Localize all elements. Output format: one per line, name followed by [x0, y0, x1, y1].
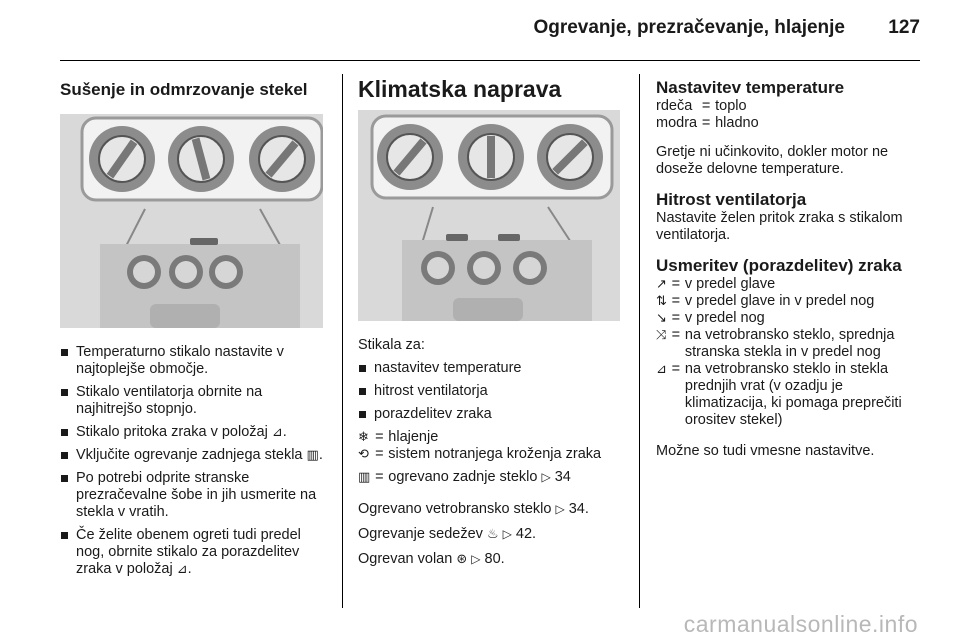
windscreen-footwell-air-icon: ⤨: [656, 328, 667, 343]
fan-speed-text: Nastavite želen pritok zraka s stikalom ventilatorja.: [656, 210, 903, 243]
list-item: porazdelitev zraka: [358, 406, 620, 423]
symbol-definitions: ❄ = hlajenje ⟲ = sistem notranjega kroženja zraka ▥ = ogrevano zadnje steklo ▷ 34: [358, 429, 620, 486]
cooling-text: hlajenje: [388, 429, 439, 445]
steering-wheel-icon: ⊛: [456, 552, 468, 567]
head-footwell-air-icon: ⇅: [656, 294, 667, 309]
column-3: [656, 74, 926, 460]
seat-heating-ref: Ogrevanje sedežev ♨ ▷ 42.: [358, 526, 537, 542]
list-item: Če želite obenem ogreti tudi predel nog, obrnite stikalo za porazdelitev zraka v položaj ⊿.: [60, 527, 326, 578]
watermark: carmanualsonline.info: [683, 611, 918, 637]
red-term: rdeča: [656, 98, 693, 114]
list-item: Stikalo pritoka zraka v položaj ⊿.: [60, 424, 326, 441]
windscreen-footwell-air-icon: ⊿: [176, 562, 188, 577]
page-header-title: Ogrevanje, prezračevanje, hlajenje: [533, 17, 845, 38]
rear-window-heating-icon: ▥: [306, 448, 319, 463]
climate-control-figure-2: [358, 110, 620, 321]
section-heading-defrost: Sušenje in odmrzovanje stekel: [60, 80, 308, 99]
rear-window-text: ogrevano zadnje steklo ▷ 34: [388, 469, 571, 485]
list-item: hitrost ventilatorja: [358, 383, 620, 400]
switches-list: [358, 360, 620, 423]
windscreen-air-icon: ⊿: [271, 425, 283, 440]
windscreen-heating-ref: Ogrevano vetrobransko steklo ▷ 34.: [358, 501, 589, 517]
climate-control-figure-1: [60, 114, 323, 328]
defrost-steps-list: [60, 344, 326, 578]
blue-term: modra: [656, 115, 698, 131]
intermediate-settings-note: Možne so tudi vmesne nastavitve.: [656, 443, 875, 459]
control-panel-illustration: [60, 114, 323, 328]
recirculation-icon: ⟲: [358, 447, 369, 462]
section-heading-fan-speed: Hitrost ventilatorja: [656, 190, 807, 209]
column-divider-right: [639, 74, 640, 608]
list-item: Stikalo ventilatorja obrnite na najhitrejšo stopnjo.: [60, 384, 326, 418]
section-heading-temperature: Nastavitev temperature: [656, 78, 845, 97]
section-heading-air-distribution: Usmeritev (porazdelitev) zraka: [656, 256, 902, 275]
section-heading-air-conditioning: Klimatska naprava: [358, 76, 562, 102]
recirculation-text: sistem notranjega kroženja zraka: [388, 446, 602, 462]
header-rule: [60, 60, 920, 61]
column-2: [358, 74, 620, 568]
column-divider-left: [342, 74, 343, 608]
cooling-icon: ❄: [358, 430, 369, 445]
temperature-note: Gretje ni učinkovito, dokler motor ne doseže delovne temperature.: [656, 144, 889, 177]
list-item: Po potrebi odprite stranske prezračevalne šobe in jih usmerite na stekla v vratih.: [60, 470, 326, 521]
ac-panel-illustration: [358, 110, 620, 321]
column-1: [60, 74, 326, 584]
switches-intro: Stikala za:: [358, 337, 425, 353]
list-item: Vključite ogrevanje zadnjega stekla ▥.: [60, 447, 326, 464]
steering-wheel-heating-ref: Ogrevan volan ⊛ ▷ 80.: [358, 551, 505, 567]
temperature-definitions: rdeča = toplo modra = hladno: [656, 98, 759, 131]
rear-window-heating-icon: ▥: [358, 470, 371, 485]
list-item: Temperaturno stikalo nastavite v najtoplejše območje.: [60, 344, 326, 378]
air-distribution-definitions: ↗ = v predel glave ⇅ = v predel glave in v predel nog ↘ = v predel nog ⤨ = na vetrobransko steklo, sprednja stranska stekla in v predel nog ⊿ = na vetrobransko steklo in stekla prednjih vrat (v ozadju je klimatizacija, ki pomaga preprečiti orositev stekel): [656, 276, 902, 428]
footwell-air-icon: ↘: [656, 311, 667, 326]
head-air-icon: ↗: [656, 277, 667, 292]
windscreen-air-icon: ⊿: [656, 362, 667, 377]
seat-heating-icon: ♨: [486, 527, 499, 542]
list-item: nastavitev temperature: [358, 360, 620, 377]
page-number: 127: [888, 17, 920, 38]
